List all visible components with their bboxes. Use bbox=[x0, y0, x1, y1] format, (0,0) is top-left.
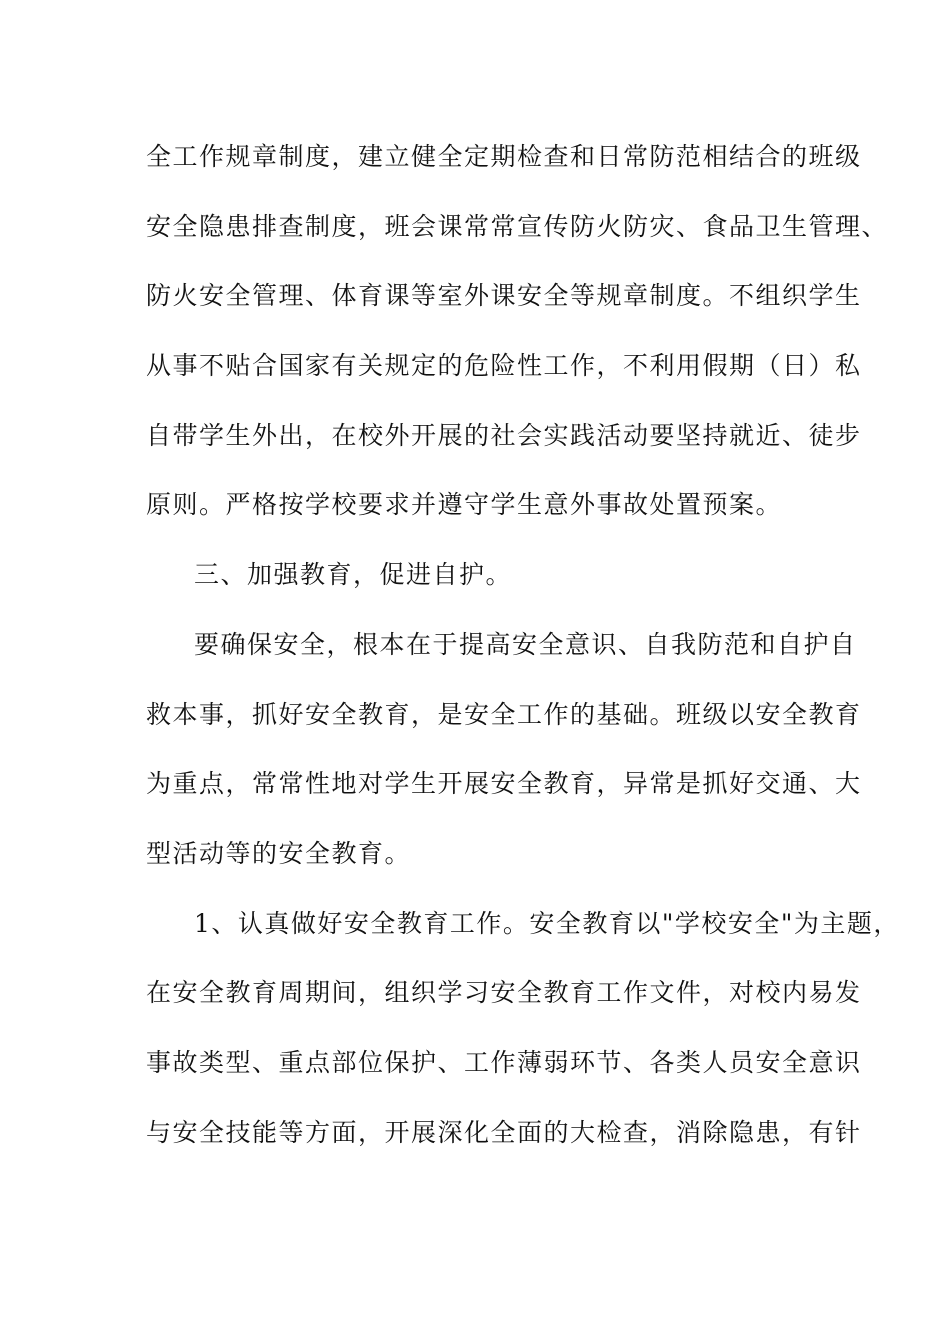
text-line-12: 1、认真做好安全教育工作。安全教育以"学校安全"为主题， bbox=[194, 908, 900, 938]
text-line-11: 型活动等的安全教育。 bbox=[146, 838, 412, 868]
text-line-2: 安全隐患排查制度，班会课常常宣传防火防灾、食品卫生管理、 bbox=[146, 211, 889, 241]
text-line-10: 为重点，常常性地对学生开展安全教育，异常是抓好交通、大 bbox=[146, 769, 862, 799]
text-line-5: 自带学生外出，在校外开展的社会实践活动要坚持就近、徒步 bbox=[146, 420, 862, 450]
text-line-1: 全工作规章制度，建立健全定期检查和日常防范相结合的班级 bbox=[146, 142, 862, 171]
text-line-3: 防火安全管理、体育课等室外课安全等规章制度。不组织学生 bbox=[146, 281, 862, 311]
document-body bbox=[146, 122, 900, 1167]
text-line-13: 在安全教育周期间，组织学习安全教育工作文件，对校内易发 bbox=[146, 978, 862, 1008]
text-line-14: 事故类型、重点部位保护、工作薄弱环节、各类人员安全意识 bbox=[146, 1047, 862, 1077]
text-line-8: 要确保安全，根本在于提高安全意识、自我防范和自护自 bbox=[194, 629, 857, 659]
section-heading: 三、加强教育，促进自护。 bbox=[194, 560, 513, 590]
text-line-6: 原则。严格按学校要求并遵守学生意外事故处置预案。 bbox=[146, 490, 783, 520]
text-line-15: 与安全技能等方面，开展深化全面的大检查，消除隐患，有针 bbox=[146, 1117, 862, 1147]
text-line-9: 救本事，抓好安全教育，是安全工作的基础。班级以安全教育 bbox=[146, 699, 862, 729]
text-line-4: 从事不贴合国家有关规定的危险性工作，不利用假期（日）私 bbox=[146, 351, 862, 381]
